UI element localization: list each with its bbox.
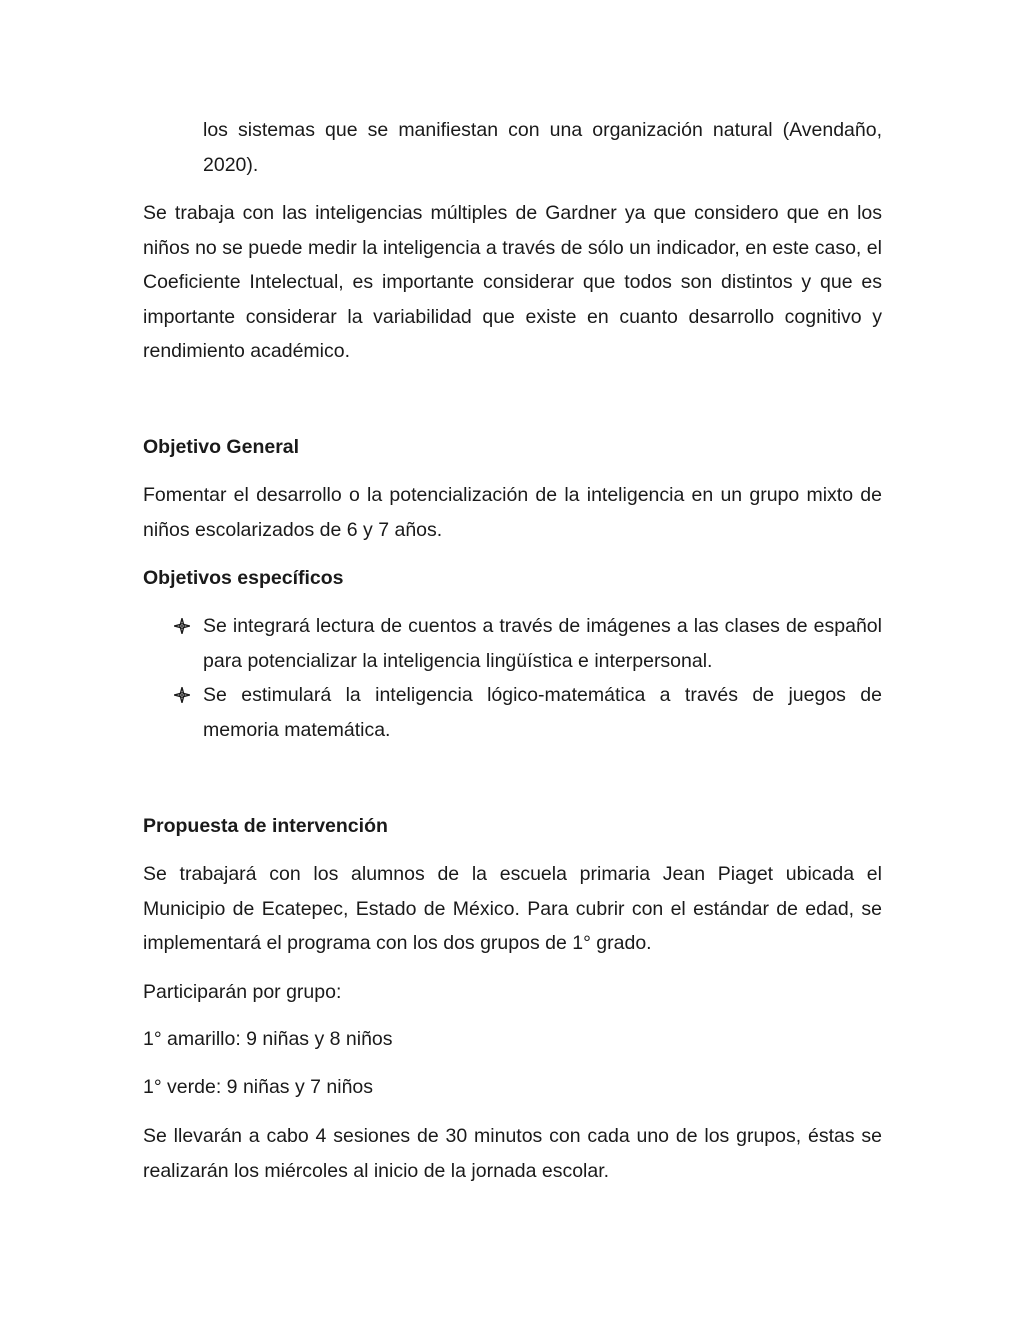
- quote-continuation: los sistemas que se manifiestan con una organización natural (Avendaño, 2020).: [203, 119, 882, 176]
- general-objective-text: Fomentar el desarrollo o la potencialización de la inteligencia en un grupo mixto de niños escolarizados de 6 y 7 años.: [143, 484, 882, 541]
- sessions-paragraph: Se llevarán a cabo 4 sesiones de 30 minutos con cada uno de los grupos, éstas se realizarán los miércoles al inicio de la jornada escolar.: [143, 1125, 882, 1182]
- group-green-line: 1° verde: 9 niñas y 7 niños: [143, 1076, 374, 1098]
- specific-objectives-heading: Objetivos específicos: [143, 567, 344, 589]
- specific-objective-item: Se estimulará la inteligencia lógico-matemática a través de juegos de memoria matemática.: [203, 684, 882, 741]
- diamond-bullet-icon: [174, 609, 192, 643]
- intro-paragraph: Se trabaja con las inteligencias múltiples de Gardner ya que considero que en los niños no se puede medir la inteligencia a través de sólo un indicador, en este caso, el Coeficiente Intelectual, es importante considerar que todos son distintos y que es importante considerar la variabilidad que existe en cuanto desarrollo cognitivo y rendimiento académico.: [143, 202, 882, 363]
- diamond-bullet-icon: [174, 678, 192, 712]
- specific-objective-item: Se integrará lectura de cuentos a través de imágenes a las clases de español para potencializar la inteligencia lingüística e interpersonal.: [203, 615, 882, 672]
- intervention-heading: Propuesta de intervención: [143, 815, 388, 837]
- general-objective-heading: Objetivo General: [143, 436, 300, 458]
- participants-intro: Participarán por grupo:: [143, 981, 342, 1003]
- intervention-paragraph: Se trabajará con los alumnos de la escuela primaria Jean Piaget ubicada el Municipio de Ecatepec, Estado de México. Para cubrir con el estándar de edad, se implementará el programa con los dos grupos de 1° grado.: [143, 863, 882, 955]
- group-yellow-line: 1° amarillo: 9 niñas y 8 niños: [143, 1028, 393, 1050]
